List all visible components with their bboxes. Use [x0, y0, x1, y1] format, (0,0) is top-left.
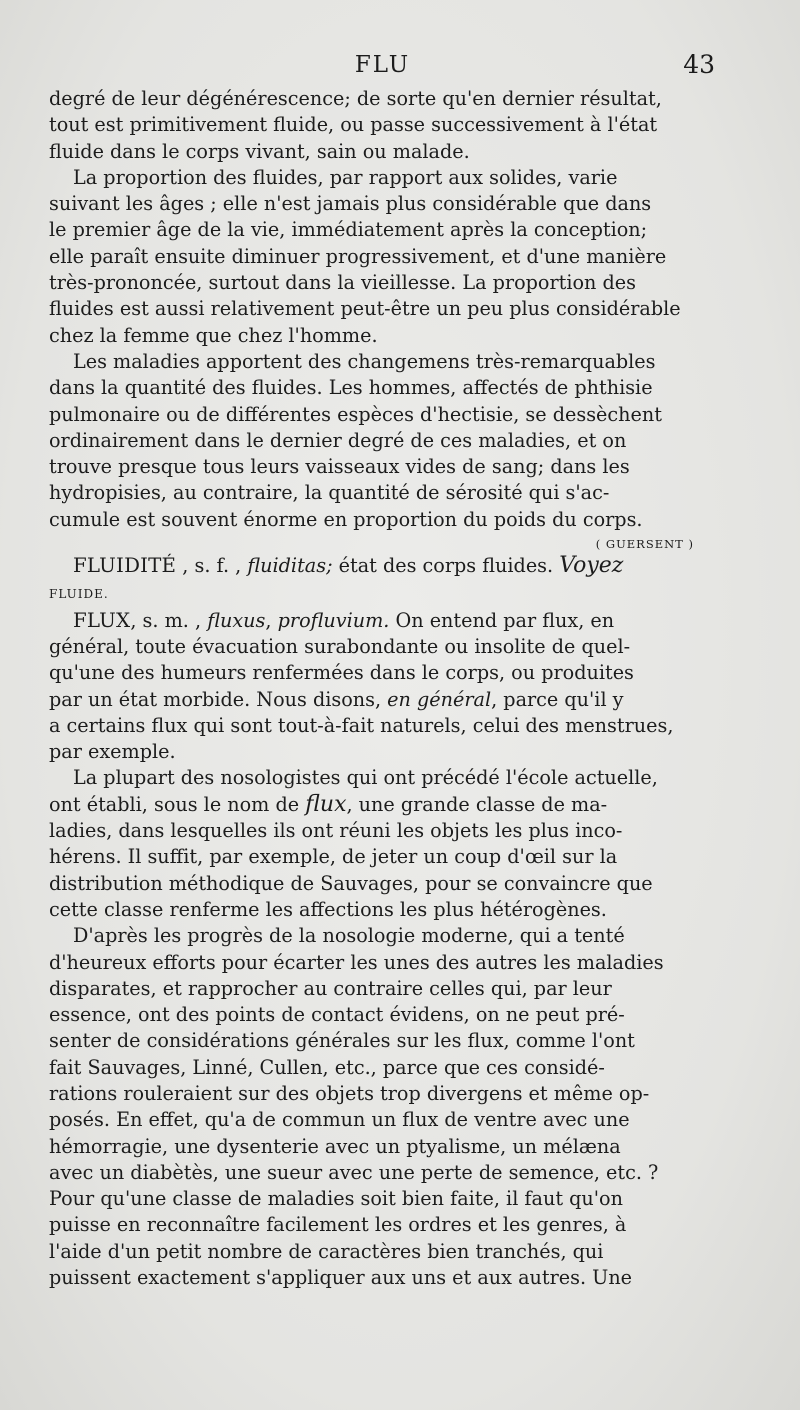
text-line: fluide dans le corps vivant, sain ou malade. — [49, 139, 470, 163]
text-fragment: par un état morbide. Nous disons, — [49, 687, 382, 711]
grammar-note: , s. m. , — [130, 608, 202, 632]
text-line: elle paraît ensuite diminuer progressivement, et d'une manière — [49, 244, 667, 268]
emphasis: flux — [305, 791, 347, 817]
text-line: Les maladies apportent des changemens très-remarquables — [73, 349, 656, 373]
text-line: disparates, et rapprocher au contraire celles qui, par leur — [49, 976, 612, 1000]
text-fragment: , une grande classe de ma- — [346, 792, 608, 816]
text-line: hérens. Il suffit, par exemple, de jeter un coup d'œil sur la — [49, 845, 618, 869]
text-line: distribution méthodique de Sauvages, pour se convaincre que — [49, 871, 653, 895]
text-line: suivant les âges ; elle n'est jamais plus considérable que dans — [49, 192, 652, 216]
text-line: général, toute évacuation surabondante ou insolite de quel- — [49, 634, 631, 658]
paragraph-nosologists — [49, 765, 716, 923]
definition: état des corps fluides. — [338, 554, 554, 578]
latin-term: fluiditas; — [247, 554, 333, 578]
paragraph-diseases — [49, 349, 716, 533]
text-line: D'après les progrès de la nosologie moderne, qui a tenté — [73, 924, 625, 948]
text-line: La proportion des fluides, par rapport aux solides, varie — [73, 165, 618, 189]
paragraph-fluid-proportion — [49, 165, 716, 349]
text-line: ordinairement dans le dernier degré de ces maladies, et on — [49, 428, 627, 452]
paragraph-continuation — [49, 86, 716, 165]
text-line: fluides est aussi relativement peut-être un peu plus considérable — [49, 297, 681, 321]
body-text — [49, 86, 716, 1291]
text-line: pulmonaire ou de différentes espèces d'hectisie, se dessèchent — [49, 402, 662, 426]
text-fragment: ont établi, sous le nom de — [49, 792, 300, 816]
text-line: rations rouleraient sur des objets trop divergens et même op- — [49, 1081, 650, 1105]
text-line: chez la femme que chez l'homme. — [49, 323, 378, 347]
text-line: d'heureux efforts pour écarter les unes des autres les maladies — [49, 950, 664, 974]
entry-flux — [49, 608, 716, 766]
text-fragment: On entend par flux, en — [395, 608, 615, 632]
text-line: l'aide d'un petit nombre de caractères bien tranchés, qui — [49, 1239, 604, 1263]
see-also-label: Voyez — [559, 553, 624, 579]
text-line: degré de leur dégénérescence; de sorte qu'en dernier résultat, — [49, 87, 662, 110]
text-line: a certains flux qui sont tout-à-fait naturels, celui des menstrues, — [49, 713, 674, 737]
text-line: tout est primitivement fluide, ou passe successivement à l'état — [49, 113, 658, 137]
text-line: hydropisies, au contraire, la quantité de sérosité qui s'ac- — [49, 481, 610, 505]
page-header — [50, 52, 715, 82]
text-line: qu'une des humeurs renfermées dans le corps, ou produites — [49, 661, 634, 685]
running-head: FLU — [354, 52, 411, 78]
text-line: par exemple. — [49, 740, 176, 764]
paragraph-modern-nosology — [49, 923, 716, 1291]
text-line: posés. En effet, qu'a de commun un flux de ventre avec une — [49, 1108, 630, 1132]
page-number: 43 — [683, 50, 715, 79]
entry-headword: FLUIDITÉ — [73, 554, 177, 578]
grammar-note: , s. f. , — [182, 554, 242, 578]
text-line: très-prononcée, surtout dans la vieillesse. La proportion des — [49, 271, 636, 295]
entry-fluidite — [49, 553, 716, 608]
text-line: essence, ont des points de contact évidens, on ne peut pré- — [49, 1003, 625, 1027]
text-line: ladies, dans lesquelles ils ont réuni les objets les plus inco- — [49, 819, 623, 843]
text-line: hémorragie, une dysenterie avec un ptyalisme, un mélæna — [49, 1134, 621, 1158]
text-fragment: , parce qu'il y — [491, 687, 624, 711]
text-line: La plupart des nosologistes qui ont précédé l'école actuelle, — [73, 766, 658, 790]
text-line: dans la quantité des fluides. Les hommes, affectés de phthisie — [49, 376, 653, 400]
text-line: avec un diabètès, une sueur avec une perte de semence, etc. ? — [49, 1160, 659, 1184]
text-line: cumule est souvent énorme en proportion du poids du corps. — [49, 507, 643, 531]
text-line: trouve presque tous leurs vaisseaux vides de sang; dans les — [49, 455, 630, 479]
text-line: fait Sauvages, Linné, Cullen, etc., parce que ces considé- — [49, 1055, 605, 1079]
text-line: puissent exactement s'appliquer aux uns et aux autres. Une — [49, 1266, 633, 1290]
entry-headword: FLUX — [73, 608, 131, 632]
text-line: le premier âge de la vie, immédiatement après la conception; — [49, 218, 648, 242]
text-line: cette classe renferme les affections les plus hétérogènes. — [49, 897, 607, 921]
cross-reference: FLUIDE. — [49, 587, 109, 602]
text-line: Pour qu'une classe de maladies soit bien faite, il faut qu'on — [49, 1187, 623, 1211]
author-signature: ( GUERSENT ) — [595, 537, 694, 552]
emphasis: en général — [387, 687, 492, 711]
text-line: senter de considérations générales sur les flux, comme l'ont — [49, 1029, 635, 1053]
latin-term: profluvium. — [277, 608, 390, 632]
punctuation: , — [265, 608, 272, 632]
latin-term: fluxus — [207, 608, 266, 632]
text-line: puisse en reconnaître facilement les ordres et les genres, à — [49, 1213, 627, 1237]
